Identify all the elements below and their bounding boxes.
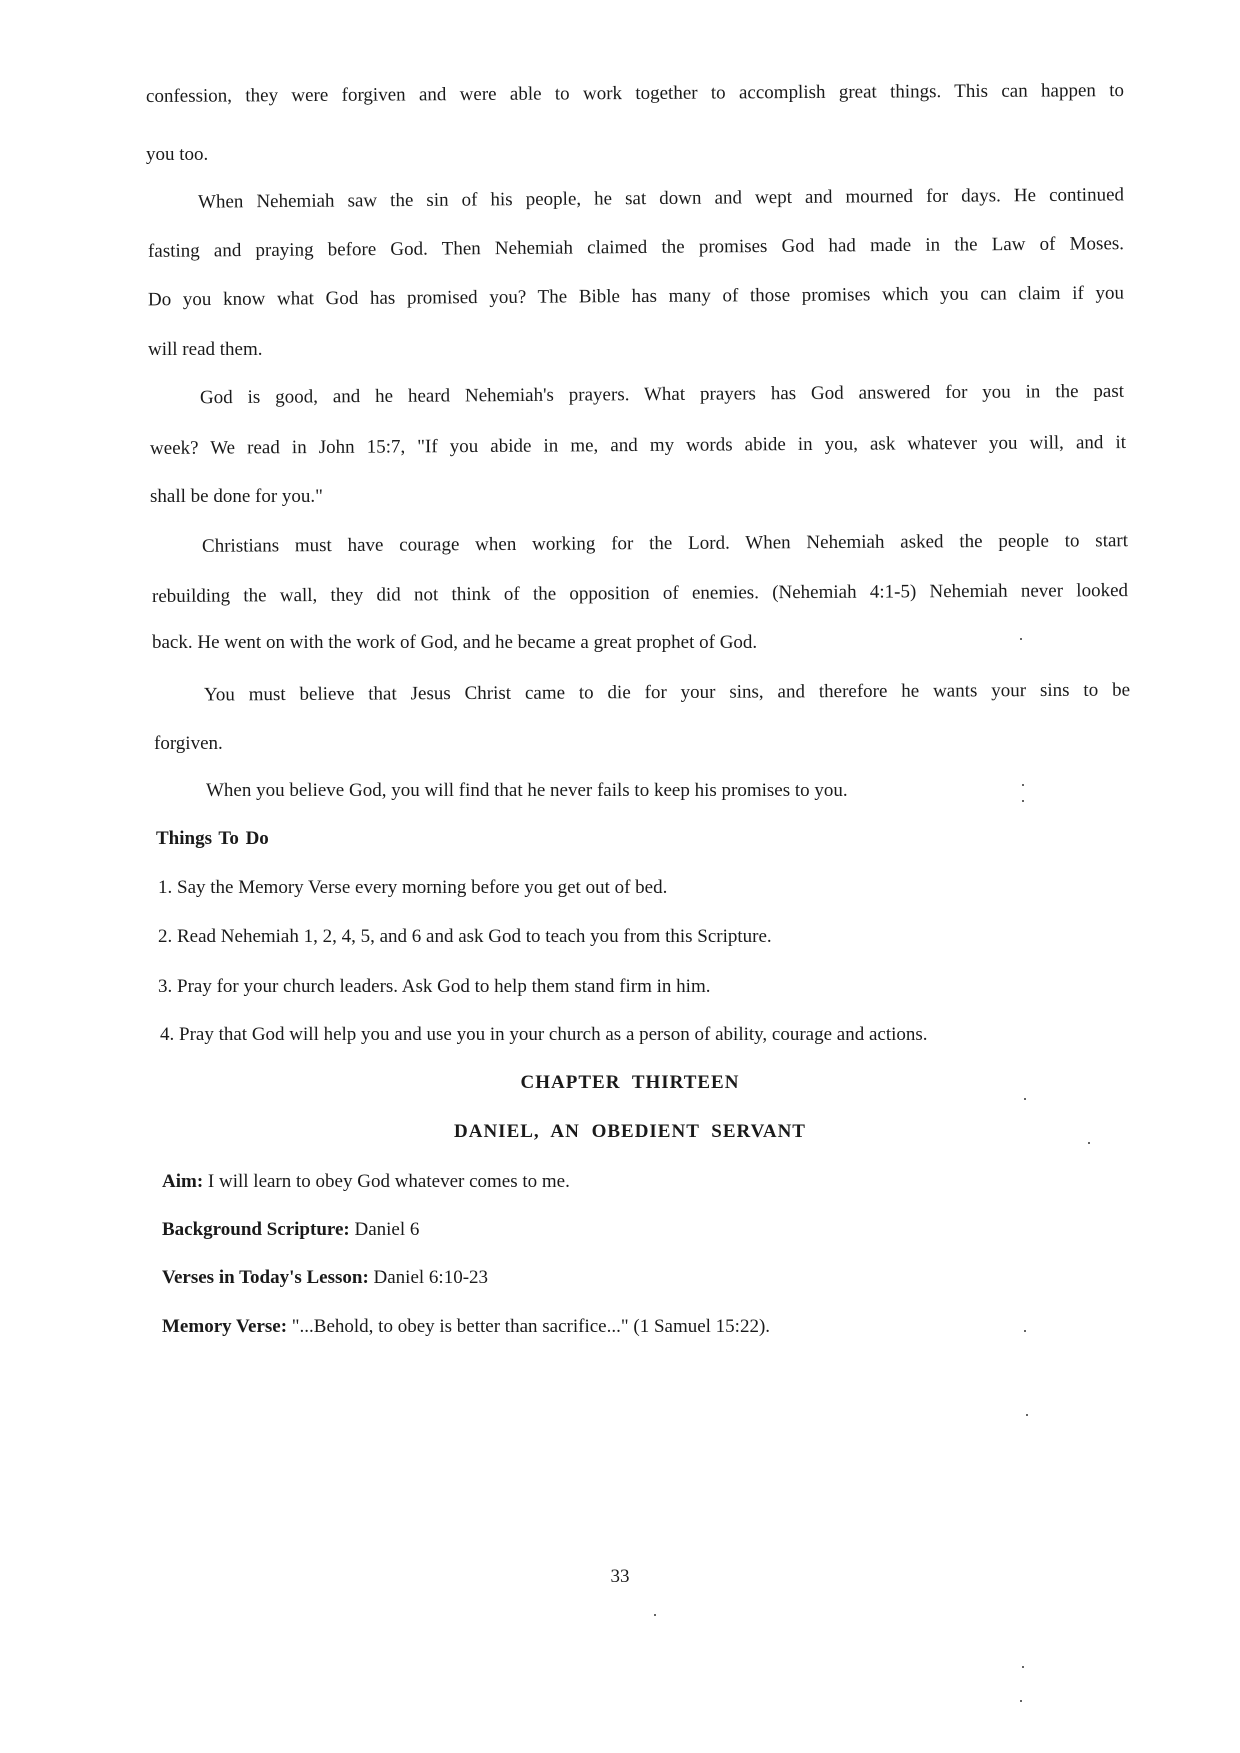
paragraph-4-line-2: rebuilding the wall, they did not think of the opposition of enemies. (Nehemiah 4:1-5) Nehemiah never looked	[151, 580, 1129, 607]
paragraph-5-line-2: forgiven.	[154, 733, 223, 754]
background-scripture-line	[162, 1218, 419, 1242]
paragraph-2-line-3: Do you know what God has promised you? The Bible has many of those promises which you can claim if you	[147, 282, 1125, 311]
things-to-do-item-3: 3. Pray for your church leaders. Ask God to help them stand firm in him.	[158, 976, 711, 997]
paragraph-4-line-3: back. He went on with the work of God, and he became a great prophet of God.	[152, 632, 758, 653]
verses-line	[162, 1266, 488, 1290]
paragraph-3-line-3: shall be done for you."	[150, 486, 323, 507]
paragraph-1-line-2: you too.	[146, 144, 209, 165]
scan-speck	[1020, 1700, 1022, 1702]
paragraph-1-line-1: confession, they were forgiven and were able to work together to accomplish great things. This can happen to	[145, 80, 1125, 107]
paragraph-2-line-4: will read them.	[148, 339, 263, 360]
scan-speck	[1022, 1666, 1024, 1668]
scan-speck	[1020, 638, 1022, 640]
paragraph-4-line-1: Christians must have courage when working for the Lord. When Nehemiah asked the people to start	[201, 530, 1129, 557]
background-scripture-label: Background Scripture:	[162, 1219, 350, 1240]
paragraph-3-line-1: God is good, and he heard Nehemiah's prayers. What prayers has God answered for you in the past	[199, 380, 1125, 409]
scan-speck	[1026, 1414, 1028, 1416]
scan-speck	[1022, 784, 1024, 786]
scan-speck	[654, 1614, 656, 1616]
scan-speck	[1024, 1330, 1026, 1332]
paragraph-5-line-1: You must believe that Jesus Christ came to die for your sins, and therefore he wants your sins to be	[203, 679, 1131, 706]
scan-speck	[1024, 1098, 1026, 1100]
scan-speck	[1088, 1142, 1090, 1144]
aim-label: Aim:	[162, 1171, 204, 1192]
paragraph-3-line-2: week? We read in John 15:7, "If you abide in me, and my words abide in you, ask whatever you will, and it	[149, 432, 1127, 459]
memory-verse-line	[162, 1315, 770, 1339]
paragraph-2-line-1: When Nehemiah saw the sin of his people, he sat down and wept and mourned for days. He continued	[197, 184, 1125, 213]
things-to-do-item-4: 4. Pray that God will help you and use you in your church as a person of ability, courage and actions.	[160, 1024, 928, 1045]
things-to-do-item-1: 1. Say the Memory Verse every morning before you get out of bed.	[158, 877, 668, 898]
aim-line	[162, 1170, 570, 1194]
chapter-title: DANIEL, AN OBEDIENT SERVANT	[454, 1121, 806, 1142]
paragraph-2-line-2: fasting and praying before God. Then Nehemiah claimed the promises God had made in the Law of Moses.	[147, 233, 1125, 262]
verses-text: Daniel 6:10-23	[368, 1267, 489, 1288]
memory-verse-text: "...Behold, to obey is better than sacrifice..." (1 Samuel 15:22).	[287, 1316, 771, 1337]
background-scripture-text: Daniel 6	[349, 1219, 420, 1240]
scan-speck	[1022, 800, 1024, 802]
chapter-number: CHAPTER THIRTEEN	[520, 1072, 740, 1093]
page-number: 33	[610, 1566, 630, 1587]
things-to-do-item-2: 2. Read Nehemiah 1, 2, 4, 5, and 6 and ask God to teach you from this Scripture.	[158, 926, 772, 947]
things-to-do-heading: Things To Do	[156, 828, 269, 849]
aim-text: I will learn to obey God whatever comes to me.	[203, 1171, 570, 1192]
paragraph-6-line-1: When you believe God, you will find that he never fails to keep his promises to you.	[206, 780, 848, 801]
verses-label: Verses in Today's Lesson:	[162, 1267, 369, 1288]
memory-verse-label: Memory Verse:	[162, 1316, 288, 1337]
